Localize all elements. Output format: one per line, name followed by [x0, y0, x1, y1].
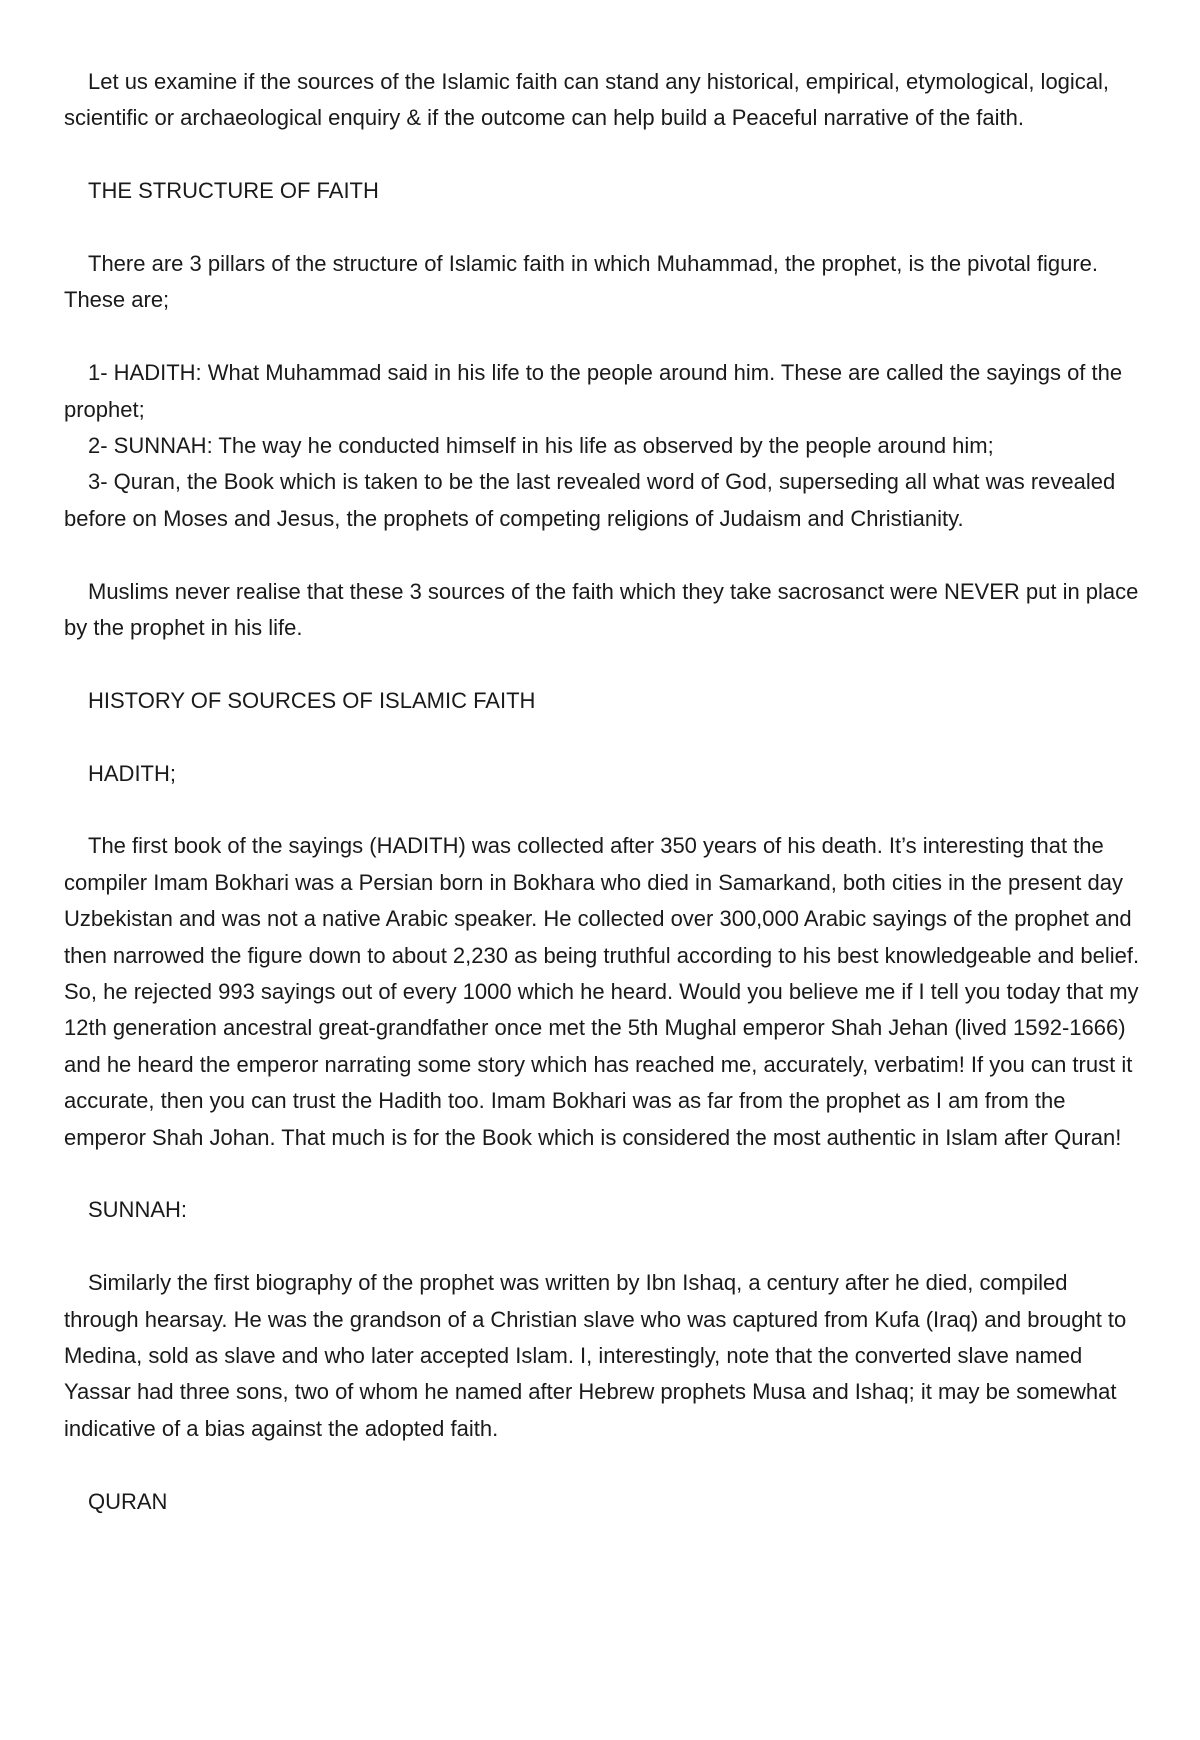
- heading-quran: QURAN: [88, 1488, 168, 1514]
- heading-history-of-sources: HISTORY OF SOURCES OF ISLAMIC FAITH: [88, 687, 536, 713]
- structure-paragraph: There are 3 pillars of the structure of Islamic faith in which Muhammad, the prophet, is the pivotal figure. These are;: [64, 251, 1099, 313]
- hadith-paragraph: The first book of the sayings (HADITH) was collected after 350 years of his death. It’s interesting that the compiler Imam Bokhari was a Persian born in Bokhara who died in Samarkand, both cities in the present day Uzbekistan and was not a native Arabic speaker. He collected over 300,000 Arabic sayings of the prophet and then narrowed the figure down to about 2,230 as being truthful according to his best knowledgeable and belief. So, he rejected 993 sayings out of every 1000 which he heard. Would you believe me if I tell you today that my 12th generation ancestral great-grandfather once met the 5th Mughal emperor Shah Jehan (lived 1592-1666) and he heard the emperor narrating some story which has reached me, accurately, verbatim! If you can trust it accurate, then you can trust the Hadith too. Imam Bokhari was as far from the prophet as I am from the emperor Shah Johan. That much is for the Book which is considered the most authentic in Islam after Quran!: [64, 833, 1140, 1150]
- muslims-paragraph: Muslims never realise that these 3 sources of the faith which they take sacrosanct were NEVER put in place by the prophet in his life.: [64, 578, 1139, 641]
- list-item-sunnah: 2- SUNNAH: The way he conducted himself in his life as observed by the people around him;: [88, 433, 994, 459]
- list-item-hadith: 1- HADITH: What Muhammad said in his life to the people around him. These are called the sayings of the prophet;: [64, 360, 1123, 422]
- heading-structure-of-faith: THE STRUCTURE OF FAITH: [88, 178, 379, 204]
- heading-hadith: HADITH;: [88, 760, 176, 786]
- list-item-quran: 3- Quran, the Book which is taken to be the last revealed word of God, superseding all what was revealed before on Moses and Jesus, the prophets of competing religions of Judaism and Christianity.: [64, 469, 1116, 531]
- sunnah-paragraph: Similarly the first biography of the prophet was written by Ibn Ishaq, a century after he died, compiled through hearsay. He was the grandson of a Christian slave who was captured from Kufa (Iraq) and brought to Medina, sold as slave and who later accepted Islam. I, interestingly, note that the converted slave named Yassar had three sons, two of whom he named after Hebrew prophets Musa and Ishaq; it may be somewhat indicative of a bias against the adopted faith.: [64, 1270, 1127, 1441]
- intro-paragraph: Let us examine if the sources of the Islamic faith can stand any historical, empirical, etymological, logical, scientific or archaeological enquiry & if the outcome can help build a Peaceful narrative of the faith.: [64, 69, 1110, 131]
- document-page: [64, 64, 1140, 1520]
- heading-sunnah: SUNNAH:: [88, 1197, 188, 1223]
